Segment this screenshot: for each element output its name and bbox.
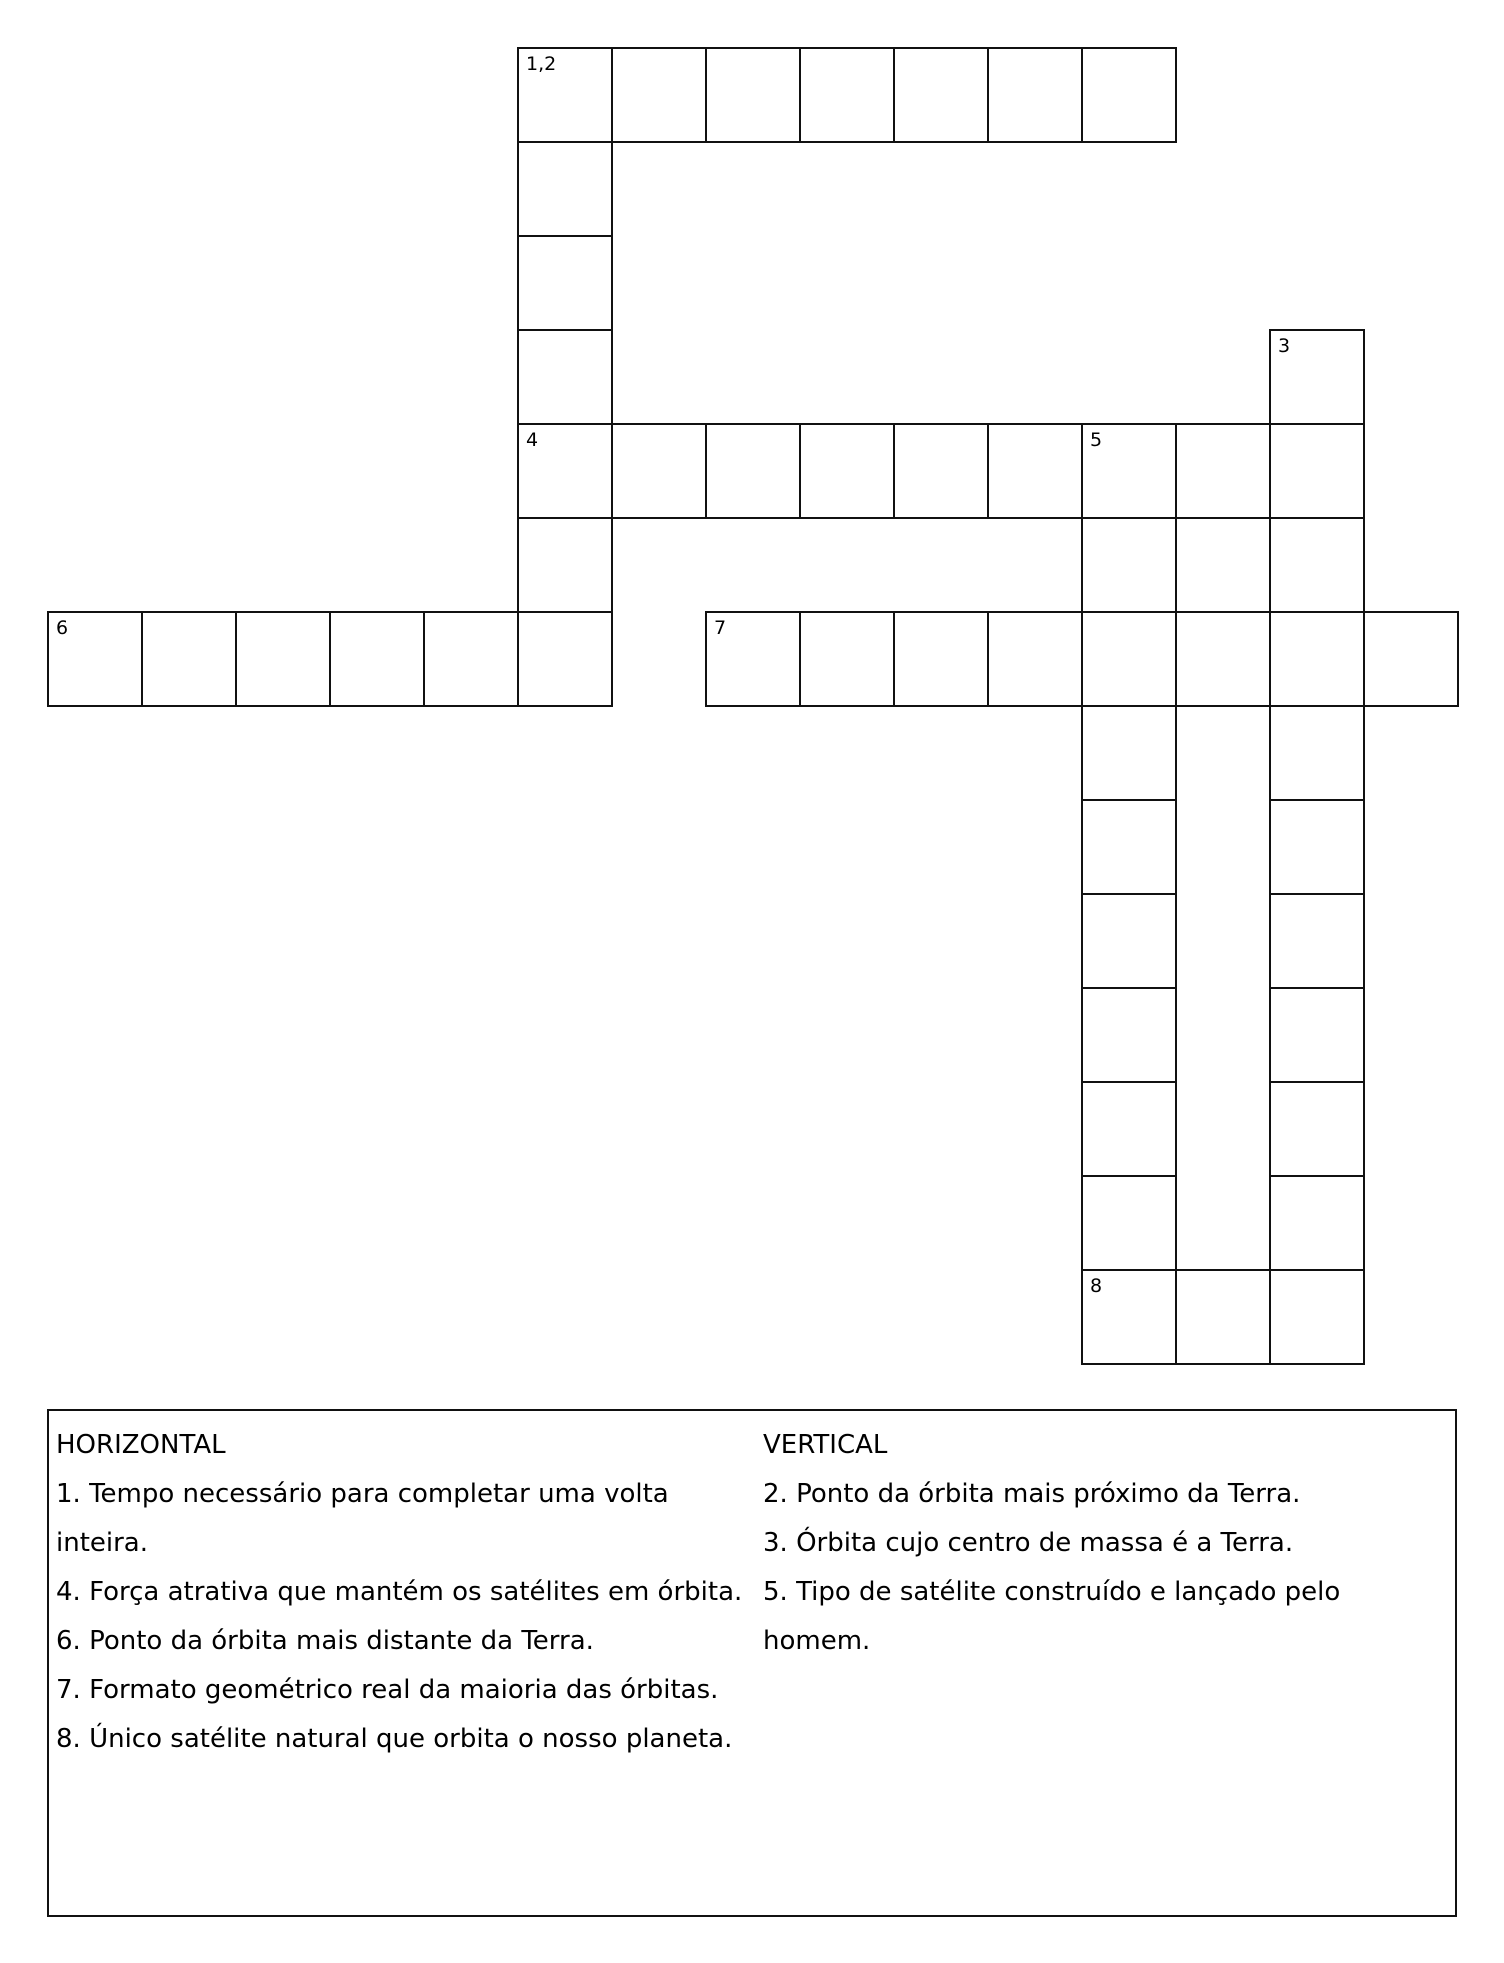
clue-number: 6: [56, 617, 69, 639]
crossword-cell[interactable]: [517, 611, 613, 707]
crossword-cell[interactable]: [1269, 423, 1365, 519]
vertical-clues: [763, 1421, 1443, 1666]
horizontal-heading: HORIZONTAL: [56, 1430, 226, 1460]
crossword-cell[interactable]: [1363, 611, 1459, 707]
crossword-cell[interactable]: [1081, 47, 1177, 143]
crossword-cell[interactable]: [1081, 1269, 1177, 1365]
crossword-cell[interactable]: [517, 517, 613, 613]
crossword-cell[interactable]: [893, 47, 989, 143]
crossword-cell[interactable]: [987, 47, 1083, 143]
crossword-cell[interactable]: [1269, 611, 1365, 707]
crossword-cell[interactable]: [517, 423, 613, 519]
crossword-cell[interactable]: [705, 47, 801, 143]
vertical-heading: VERTICAL: [763, 1430, 888, 1460]
horizontal-clue: 4. Força atrativa que mantém os satélites em órbita.: [56, 1577, 743, 1607]
crossword-cell[interactable]: [799, 423, 895, 519]
clue-number: 1,2: [526, 53, 557, 75]
crossword-cell[interactable]: [423, 611, 519, 707]
crossword-cell[interactable]: [1175, 611, 1271, 707]
horizontal-clue: 1. Tempo necessário para completar uma volta inteira.: [56, 1479, 669, 1558]
crossword-cell[interactable]: [517, 141, 613, 237]
crossword-cell[interactable]: [1081, 799, 1177, 895]
crossword-cell[interactable]: [1269, 1081, 1365, 1177]
crossword-cell[interactable]: [705, 423, 801, 519]
crossword-cell[interactable]: [1175, 517, 1271, 613]
crossword-cell[interactable]: [611, 423, 707, 519]
clue-number: 4: [526, 429, 539, 451]
clue-number: 7: [714, 617, 727, 639]
vertical-clue: 5. Tipo de satélite construído e lançado pelo homem.: [763, 1577, 1341, 1656]
crossword-cell[interactable]: [1269, 987, 1365, 1083]
crossword-cell[interactable]: [1081, 517, 1177, 613]
vertical-clue: 3. Órbita cujo centro de massa é a Terra.: [763, 1528, 1294, 1558]
crossword-cell[interactable]: [799, 47, 895, 143]
crossword-cell[interactable]: [611, 47, 707, 143]
crossword-cell[interactable]: [705, 611, 801, 707]
crossword-cell[interactable]: [1081, 1081, 1177, 1177]
crossword-cell[interactable]: [329, 611, 425, 707]
crossword-cell[interactable]: [893, 611, 989, 707]
crossword-cell[interactable]: [1175, 423, 1271, 519]
crossword-cell[interactable]: [1269, 799, 1365, 895]
crossword-cell[interactable]: [987, 423, 1083, 519]
crossword-cell[interactable]: [47, 611, 143, 707]
crossword-cell[interactable]: [799, 611, 895, 707]
crossword-cell[interactable]: [1269, 1175, 1365, 1271]
crossword-cell[interactable]: [1269, 517, 1365, 613]
crossword-cell[interactable]: [1081, 611, 1177, 707]
crossword-cell[interactable]: [1175, 1269, 1271, 1365]
crossword-cell[interactable]: [1269, 329, 1365, 425]
crossword-cell[interactable]: [1081, 423, 1177, 519]
horizontal-clues: [56, 1421, 756, 1764]
crossword-cell[interactable]: [517, 235, 613, 331]
crossword-cell[interactable]: [517, 47, 613, 143]
clue-number: 8: [1090, 1275, 1103, 1297]
crossword-cell[interactable]: [1269, 1269, 1365, 1365]
horizontal-clue: 8. Único satélite natural que orbita o nosso planeta.: [56, 1724, 733, 1754]
clue-number: 3: [1278, 335, 1291, 357]
vertical-clue: 2. Ponto da órbita mais próximo da Terra.: [763, 1479, 1301, 1509]
horizontal-clue: 7. Formato geométrico real da maioria das órbitas.: [56, 1675, 719, 1705]
crossword-cell[interactable]: [517, 329, 613, 425]
crossword-cell[interactable]: [1081, 1175, 1177, 1271]
clues-box: [47, 1409, 1457, 1917]
crossword-cell[interactable]: [141, 611, 237, 707]
clue-number: 5: [1090, 429, 1103, 451]
horizontal-clue: 6. Ponto da órbita mais distante da Terra.: [56, 1626, 594, 1656]
crossword-cell[interactable]: [1269, 893, 1365, 989]
crossword-cell[interactable]: [1081, 893, 1177, 989]
crossword-cell[interactable]: [1081, 705, 1177, 801]
crossword-cell[interactable]: [987, 611, 1083, 707]
crossword-cell[interactable]: [893, 423, 989, 519]
crossword-cell[interactable]: [1269, 705, 1365, 801]
crossword-cell[interactable]: [235, 611, 331, 707]
crossword-cell[interactable]: [1081, 987, 1177, 1083]
